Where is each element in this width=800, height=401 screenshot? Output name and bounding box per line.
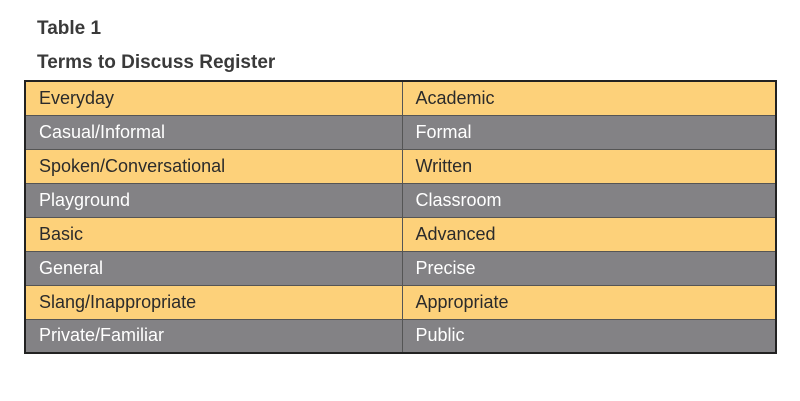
table-cell-right: Precise [402,251,776,285]
table-cell-left: Slang/Inappropriate [25,285,402,319]
table-cell-right: Advanced [402,217,776,251]
table-cell-left: Playground [25,183,402,217]
table-title: Terms to Discuss Register [37,52,276,73]
table-row [25,251,776,285]
table-row [25,285,776,319]
table-row [25,149,776,183]
table-cell-left: Everyday [25,81,402,115]
table-cell-right: Appropriate [402,285,776,319]
table-number-label: Table 1 [37,18,102,39]
table-cell-right: Classroom [402,183,776,217]
table-cell-left: Private/Familiar [25,319,402,353]
table-row [25,217,776,251]
table-cell-right: Formal [402,115,776,149]
table-row [25,81,776,115]
table-row [25,319,776,353]
table-row [25,183,776,217]
table-cell-right: Academic [402,81,776,115]
table-cell-left: Casual/Informal [25,115,402,149]
table-cell-left: Basic [25,217,402,251]
table-cell-left: General [25,251,402,285]
register-terms-table [24,80,777,354]
table-cell-left: Spoken/Conversational [25,149,402,183]
table-cell-right: Public [402,319,776,353]
table-cell-right: Written [402,149,776,183]
table-row [25,115,776,149]
